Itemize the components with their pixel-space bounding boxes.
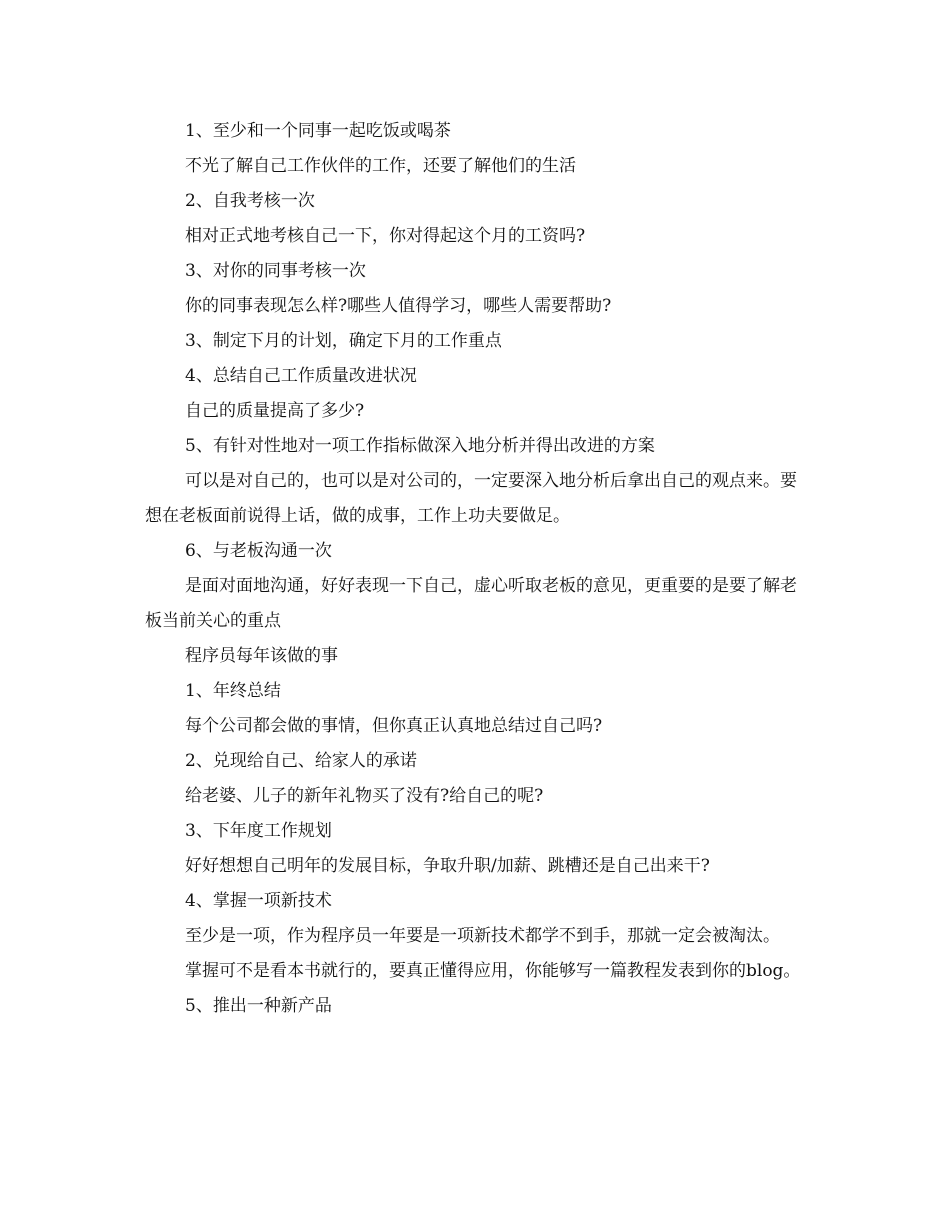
paragraph: 4、掌握一项新技术 [185, 891, 332, 911]
paragraph: 3、下年度工作规划 [185, 821, 332, 841]
document-body [145, 114, 805, 1024]
paragraph: 3、对你的同事考核一次 [185, 261, 366, 281]
paragraph: 2、自我考核一次 [185, 191, 315, 211]
paragraph: 4、总结自己工作质量改进状况 [185, 366, 417, 386]
paragraph: 你的同事表现怎么样?哪些人值得学习，哪些人需要帮助? [185, 296, 612, 316]
paragraph: 1、至少和一个同事一起吃饭或喝茶 [185, 121, 451, 141]
paragraph: 5、有针对性地对一项工作指标做深入地分析并得出改进的方案 [185, 436, 655, 456]
paragraph: 3、制定下月的计划，确定下月的工作重点 [185, 331, 502, 351]
paragraph: 1、年终总结 [185, 681, 281, 701]
paragraph: 可以是对自己的，也可以是对公司的，一定要深入地分析后拿出自己的观点来。要想在老板面前说得上话，做的成事，工作上功夫要做足。 [145, 471, 797, 526]
paragraph: 相对正式地考核自己一下，你对得起这个月的工资吗? [185, 226, 586, 246]
paragraph: 2、兑现给自己、给家人的承诺 [185, 751, 417, 771]
paragraph: 5、推出一种新产品 [185, 996, 332, 1016]
paragraph: 自己的质量提高了多少? [185, 401, 365, 421]
paragraph: 好好想想自己明年的发展目标，争取升职/加薪、跳槽还是自己出来干? [185, 856, 710, 876]
paragraph: 6、与老板沟通一次 [185, 541, 332, 561]
paragraph: 至少是一项，作为程序员一年要是一项新技术都学不到手，那就一定会被淘汰。 [185, 926, 780, 946]
paragraph: 是面对面地沟通，好好表现一下自己，虚心听取老板的意见，更重要的是要了解老板当前关心的重点 [145, 576, 797, 631]
paragraph: 每个公司都会做的事情，但你真正认真地总结过自己吗? [185, 716, 603, 736]
paragraph: 不光了解自己工作伙伴的工作，还要了解他们的生活 [185, 156, 576, 176]
paragraph: 掌握可不是看本书就行的，要真正懂得应用，你能够写一篇教程发表到你的blog。 [185, 961, 801, 981]
section-heading: 程序员每年该做的事 [185, 646, 338, 666]
paragraph: 给老婆、儿子的新年礼物买了没有?给自己的呢? [185, 786, 544, 806]
